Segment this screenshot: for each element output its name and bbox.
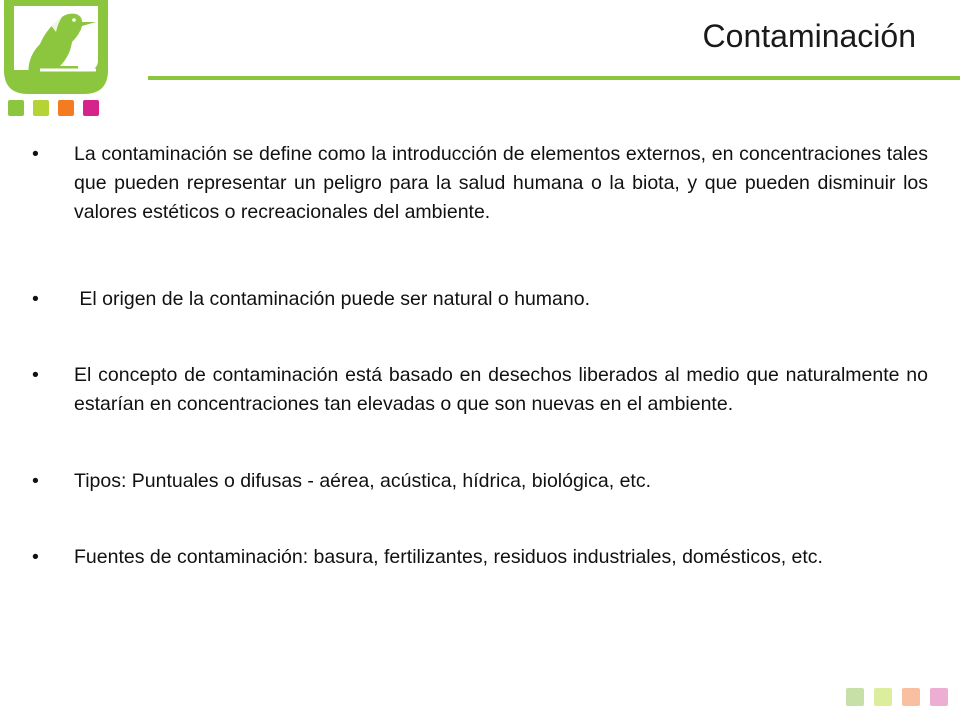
color-swatches: [8, 100, 99, 116]
swatch-magenta: [83, 100, 99, 116]
footer-swatch-green: [846, 688, 864, 706]
swatch-green: [8, 100, 24, 116]
bullet-marker: •: [32, 288, 39, 310]
bullet-marker: •: [32, 364, 39, 386]
bullet-text: El concepto de contaminación está basado en desechos liberados al medio que naturalmente no estarían en concentraciones tan elevadas o que son nuevas en el ambiente.: [74, 364, 928, 415]
swatch-lime: [33, 100, 49, 116]
footer-swatch-orange: [902, 688, 920, 706]
bullet-item: [32, 140, 928, 227]
footer-swatches: [846, 688, 948, 706]
bullet-marker: •: [32, 546, 39, 568]
footer-swatch-pink: [930, 688, 948, 706]
bullet-item: [32, 361, 928, 419]
bullet-marker: •: [32, 470, 39, 492]
bullet-text: El origen de la contaminación puede ser natural o humano.: [74, 288, 590, 310]
bullet-text: Tipos: Puntuales o difusas - aérea, acústica, hídrica, biológica, etc.: [74, 470, 652, 492]
slide-title: Contaminación: [702, 18, 916, 54]
bullet-item: [32, 285, 928, 314]
bird-icon: [0, 0, 112, 96]
bullet-text: Fuentes de contaminación: basura, fertilizantes, residuos industriales, domésticos, etc.: [74, 546, 823, 568]
bullet-text: La contaminación se define como la introducción de elementos externos, en concentraciones tales que pueden representar un peligro para la salud humana o la biota, y que pueden disminuir los valores estéticos o recreacionales del ambiente.: [74, 143, 928, 223]
bullet-item: [32, 467, 928, 496]
bullet-marker: •: [32, 143, 39, 165]
logo: [0, 0, 112, 96]
bullet-list: [32, 140, 928, 572]
bullet-item: [32, 543, 928, 572]
title-underline: [148, 76, 960, 80]
footer-swatch-lime: [874, 688, 892, 706]
swatch-orange: [58, 100, 74, 116]
